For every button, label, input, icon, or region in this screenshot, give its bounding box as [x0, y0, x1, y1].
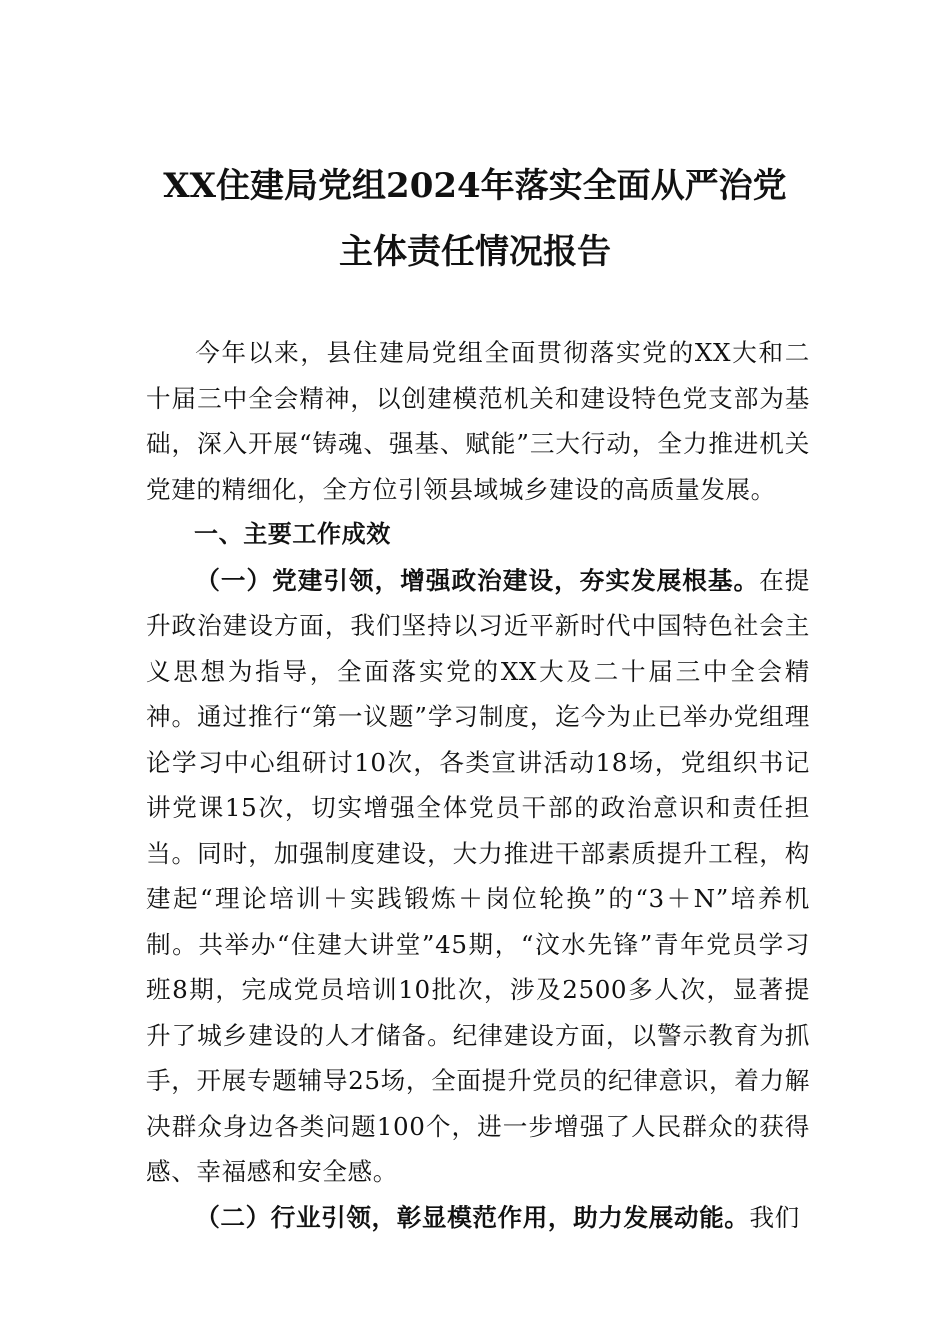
item1-paragraph [146, 558, 810, 1195]
document-body [146, 330, 810, 1240]
intro-paragraph: 今年以来，县住建局党组全面贯彻落实党的XX大和二十届三中全会精神，以创建模范机关和建设特色党支部为基础，深入开展“铸魂、强基、赋能”三大行动，全力推进机关党建的精细化，全方位引领县域城乡建设的高质量发展。 [146, 338, 810, 504]
document-title-line2: 主体责任情况报告 [339, 232, 611, 272]
item2-body: 我们 [749, 1202, 800, 1232]
item2-paragraph [146, 1195, 810, 1241]
item2-lead: （二）行业引领，彰显模范作用，助力发展动能。 [195, 1202, 750, 1232]
item1-lead: （一）党建引领，增强政治建设，夯实发展根基。 [195, 565, 760, 595]
document-title-line1: XX住建局党组2024年落实全面从严治党 [163, 166, 787, 206]
section-heading: 一、主要工作成效 [194, 520, 391, 548]
item1-body: 在提升政治建设方面，我们坚持以习近平新时代中国特色社会主义思想为指导，全面落实党的XX大及二十届三中全会精神。通过推行“第一议题”学习制度，迄今为止已举办党组理论学习中心组研讨10次，各类宣讲活动18场，党组织书记讲党课15次，切实增强全体党员干部的政治意识和责任担当。同时，加强制度建设，大力推进干部素质提升工程，构建起“理论培训＋实践锻炼＋岗位轮换”的“3＋N”培养机制。共举办“住建大讲堂”45期，“汶水先锋”青年党员学习班8期，完成党员培训10批次，涉及2500多人次，显著提升了城乡建设的人才储备。纪律建设方面，以警示教育为抓手，开展专题辅导25场，全面提升党员的纪律意识，着力解决群众身边各类问题100个，进一步增强了人民群众的获得感、幸福感和安全感。 [146, 565, 811, 1186]
